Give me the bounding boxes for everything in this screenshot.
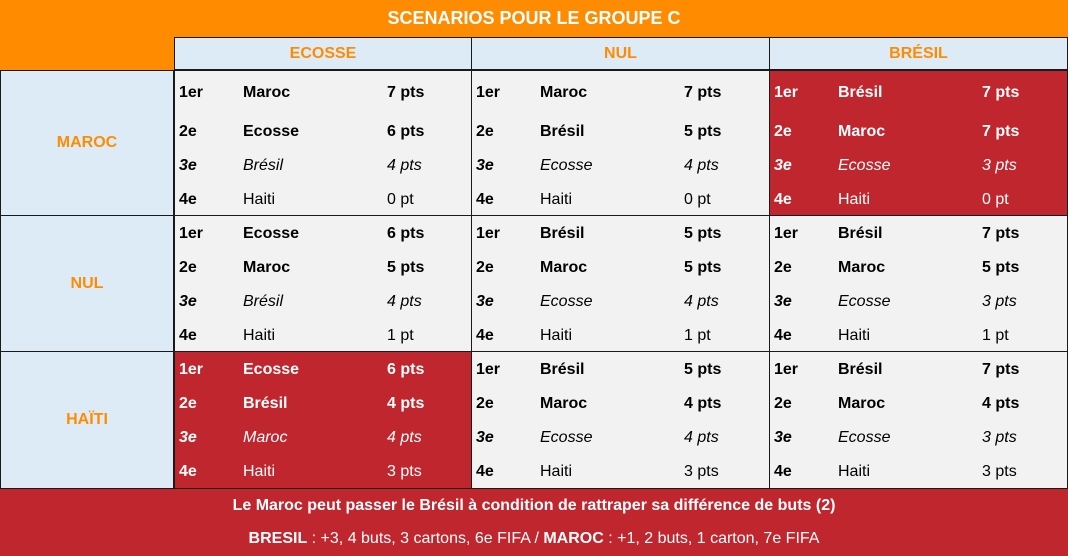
standing-row — [175, 258, 471, 278]
standing-row — [175, 122, 471, 142]
scenario-cell — [471, 351, 770, 489]
standing-row — [472, 462, 769, 482]
scenario-cell — [471, 215, 770, 352]
standing-team: Ecosse — [838, 157, 891, 174]
standing-points: 0 pt — [387, 191, 414, 208]
scenario-cell — [174, 351, 472, 489]
standing-row — [770, 394, 1067, 414]
standing-team: Haiti — [838, 463, 871, 480]
standing-rank: 4e — [774, 463, 792, 480]
standing-row — [175, 292, 471, 312]
footer-note: Le Maroc peut passer le Brésil à condition de rattraper sa différence de buts (2) — [0, 489, 1068, 523]
standing-row — [770, 190, 1067, 210]
standing-rank: 1er — [476, 84, 501, 101]
standing-points: 5 pts — [684, 259, 722, 276]
standing-points: 5 pts — [684, 361, 722, 378]
footer-team1: BRESIL — [248, 530, 308, 547]
standing-team: Maroc — [243, 259, 291, 276]
standing-points: 5 pts — [387, 259, 425, 276]
standing-points: 4 pts — [982, 395, 1020, 412]
standing-row — [472, 258, 769, 278]
standing-row — [472, 360, 769, 380]
standing-team: Brésil — [838, 225, 883, 242]
standing-row — [770, 83, 1067, 103]
standing-points: 7 pts — [684, 84, 722, 101]
standing-points: 7 pts — [982, 225, 1020, 242]
standing-team: Ecosse — [243, 225, 300, 242]
standing-points: 1 pt — [982, 327, 1009, 344]
standing-rank: 3e — [476, 429, 494, 446]
footer-team2: MAROC — [543, 530, 604, 547]
standing-row — [770, 326, 1067, 346]
standing-rank: 4e — [774, 191, 792, 208]
standing-team: Haiti — [540, 191, 573, 208]
scenario-cell — [174, 70, 472, 216]
standing-team: Haiti — [838, 327, 871, 344]
footer-team2-stats: : +1, 2 buts, 1 carton, 7e FIFA — [603, 530, 820, 547]
standing-team: Ecosse — [243, 123, 300, 140]
footer-stats — [0, 522, 1068, 556]
standing-points: 5 pts — [982, 259, 1020, 276]
standing-team: Ecosse — [540, 429, 593, 446]
standing-row — [175, 462, 471, 482]
standing-team: Maroc — [243, 429, 288, 446]
standing-row — [770, 258, 1067, 278]
standing-rank: 4e — [476, 463, 494, 480]
standing-team: Maroc — [540, 395, 588, 412]
standing-rank: 3e — [774, 293, 792, 310]
standing-points: 4 pts — [387, 429, 422, 446]
standing-rank: 2e — [774, 123, 792, 140]
standing-points: 4 pts — [387, 395, 425, 412]
standing-row — [472, 122, 769, 142]
col-header-ecosse: ECOSSE — [174, 37, 472, 70]
standing-points: 5 pts — [684, 123, 722, 140]
standing-team: Brésil — [540, 361, 585, 378]
standing-points: 5 pts — [684, 225, 722, 242]
standing-team: Maroc — [838, 123, 886, 140]
scenario-cell — [769, 70, 1068, 216]
standing-rank: 1er — [774, 84, 799, 101]
standing-row — [472, 428, 769, 448]
standing-team: Brésil — [540, 225, 585, 242]
col-header-bresil: BRÉSIL — [769, 37, 1068, 70]
standing-row — [175, 190, 471, 210]
standing-row — [472, 190, 769, 210]
standing-team: Maroc — [243, 84, 291, 101]
standing-row — [175, 326, 471, 346]
standing-team: Ecosse — [838, 293, 891, 310]
standing-points: 4 pts — [387, 157, 422, 174]
standing-row — [175, 394, 471, 414]
standing-row — [175, 156, 471, 176]
corner-cell — [0, 37, 174, 70]
standing-row — [472, 156, 769, 176]
standing-row — [770, 122, 1067, 142]
standing-points: 3 pts — [982, 429, 1017, 446]
standing-team: Haiti — [540, 327, 573, 344]
standing-row — [472, 326, 769, 346]
standing-rank: 2e — [774, 395, 792, 412]
standing-rank: 2e — [476, 123, 494, 140]
standing-points: 4 pts — [684, 395, 722, 412]
row-header-haiti: HAÏTI — [0, 351, 174, 489]
scenario-cell — [769, 215, 1068, 352]
standing-rank: 1er — [774, 361, 799, 378]
standing-points: 3 pts — [387, 463, 422, 480]
standing-rank: 3e — [179, 157, 197, 174]
standing-row — [770, 156, 1067, 176]
standing-rank: 1er — [476, 361, 501, 378]
standing-team: Maroc — [838, 259, 886, 276]
standing-rank: 2e — [476, 395, 494, 412]
standing-team: Maroc — [540, 84, 588, 101]
standing-team: Maroc — [838, 395, 886, 412]
col-header-nul: NUL — [471, 37, 770, 70]
standing-team: Ecosse — [243, 361, 300, 378]
standing-rank: 1er — [179, 225, 204, 242]
standing-team: Haiti — [540, 463, 573, 480]
standing-team: Brésil — [243, 157, 284, 174]
standing-points: 0 pt — [982, 191, 1009, 208]
standing-team: Maroc — [540, 259, 588, 276]
standing-row — [472, 292, 769, 312]
standing-row — [770, 428, 1067, 448]
standing-row — [175, 224, 471, 244]
standing-rank: 2e — [476, 259, 494, 276]
standing-rank: 2e — [774, 259, 792, 276]
standing-row — [175, 360, 471, 380]
row-header-maroc: MAROC — [0, 70, 174, 216]
standing-points: 3 pts — [982, 293, 1017, 310]
table-title: SCENARIOS POUR LE GROUPE C — [0, 0, 1068, 37]
standing-rank: 2e — [179, 123, 197, 140]
standing-points: 0 pt — [684, 191, 711, 208]
standing-rank: 4e — [476, 327, 494, 344]
standing-points: 1 pt — [387, 327, 414, 344]
standing-row — [770, 462, 1067, 482]
scenario-cell — [769, 351, 1068, 489]
standing-rank: 1er — [476, 225, 501, 242]
standing-points: 7 pts — [982, 123, 1020, 140]
standing-team: Brésil — [243, 395, 288, 412]
standing-points: 1 pt — [684, 327, 711, 344]
footer-team1-stats: : +3, 4 buts, 3 cartons, 6e FIFA / — [307, 530, 544, 547]
scenario-cell — [174, 215, 472, 352]
standing-points: 4 pts — [684, 429, 719, 446]
standing-points: 7 pts — [387, 84, 425, 101]
standing-row — [472, 394, 769, 414]
standing-team: Brésil — [838, 361, 883, 378]
standing-row — [472, 83, 769, 103]
standing-points: 3 pts — [982, 463, 1017, 480]
standing-rank: 4e — [774, 327, 792, 344]
standing-rank: 4e — [476, 191, 494, 208]
standing-rank: 3e — [179, 293, 197, 310]
standing-rank: 2e — [179, 395, 197, 412]
standing-row — [770, 292, 1067, 312]
standing-points: 7 pts — [982, 361, 1020, 378]
standing-row — [175, 83, 471, 103]
standing-rank: 3e — [476, 157, 494, 174]
standing-points: 4 pts — [684, 293, 719, 310]
standing-team: Haiti — [243, 327, 276, 344]
standing-team: Brésil — [540, 123, 585, 140]
standing-rank: 4e — [179, 191, 197, 208]
standing-points: 3 pts — [684, 463, 719, 480]
standing-team: Brésil — [838, 84, 883, 101]
standing-points: 7 pts — [982, 84, 1020, 101]
standing-row — [770, 360, 1067, 380]
standing-rank: 3e — [774, 157, 792, 174]
standing-rank: 1er — [179, 361, 204, 378]
standing-points: 6 pts — [387, 225, 425, 242]
standing-rank: 3e — [179, 429, 197, 446]
standing-row — [770, 224, 1067, 244]
standing-row — [175, 428, 471, 448]
standing-rank: 3e — [476, 293, 494, 310]
standing-rank: 3e — [774, 429, 792, 446]
standing-points: 4 pts — [684, 157, 719, 174]
standing-team: Brésil — [243, 293, 284, 310]
standing-team: Haiti — [838, 191, 871, 208]
standing-rank: 2e — [179, 259, 197, 276]
standing-rank: 4e — [179, 327, 197, 344]
row-header-nul: NUL — [0, 215, 174, 352]
standing-row — [472, 224, 769, 244]
standing-team: Haiti — [243, 191, 276, 208]
standing-team: Ecosse — [540, 157, 593, 174]
standing-points: 3 pts — [982, 157, 1017, 174]
standing-rank: 1er — [774, 225, 799, 242]
standing-team: Ecosse — [540, 293, 593, 310]
standing-team: Haiti — [243, 463, 276, 480]
standing-rank: 1er — [179, 84, 204, 101]
standing-points: 6 pts — [387, 123, 425, 140]
standing-team: Ecosse — [838, 429, 891, 446]
standing-rank: 4e — [179, 463, 197, 480]
scenario-cell — [471, 70, 770, 216]
standing-points: 4 pts — [387, 293, 422, 310]
standing-points: 6 pts — [387, 361, 425, 378]
